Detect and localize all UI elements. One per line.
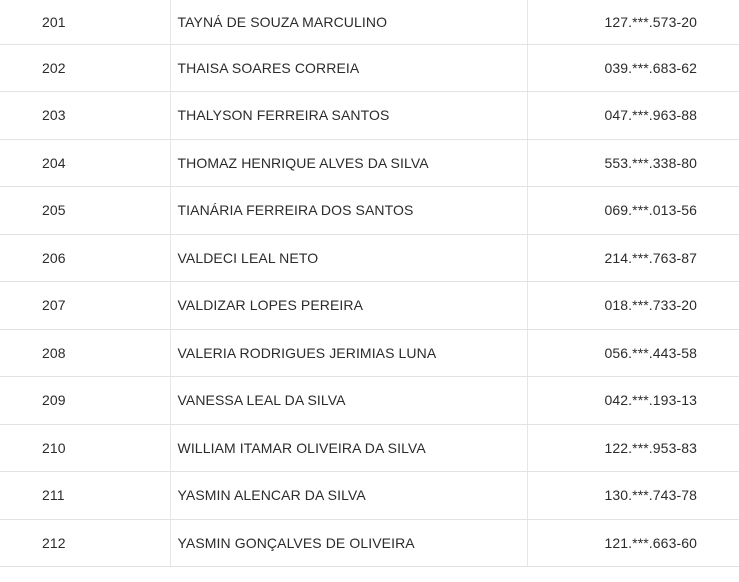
- table-row: [0, 282, 739, 330]
- table-row: [0, 424, 739, 472]
- row-name: TIANÁRIA FERREIRA DOS SANTOS: [170, 187, 527, 235]
- row-name: VALERIA RODRIGUES JERIMIAS LUNA: [170, 329, 527, 377]
- table-row: [0, 234, 739, 282]
- row-name: TAYNÁ DE SOUZA MARCULINO: [170, 0, 527, 44]
- row-name: VANESSA LEAL DA SILVA: [170, 377, 527, 425]
- row-name: VALDIZAR LOPES PEREIRA: [170, 282, 527, 330]
- row-cpf: 069.***.013-56: [527, 187, 739, 235]
- table-row: [0, 472, 739, 520]
- row-cpf: 127.***.573-20: [527, 0, 739, 44]
- table-row: [0, 377, 739, 425]
- row-name: THAISA SOARES CORREIA: [170, 44, 527, 92]
- row-number: 205: [0, 187, 170, 235]
- row-number: 209: [0, 377, 170, 425]
- row-number: 204: [0, 139, 170, 187]
- row-cpf: 056.***.443-58: [527, 329, 739, 377]
- row-name: WILLIAM ITAMAR OLIVEIRA DA SILVA: [170, 424, 527, 472]
- table-row: [0, 0, 739, 44]
- table-row: [0, 187, 739, 235]
- row-name: YASMIN GONÇALVES DE OLIVEIRA: [170, 519, 527, 567]
- table-row: [0, 329, 739, 377]
- row-cpf: 130.***.743-78: [527, 472, 739, 520]
- row-cpf: 553.***.338-80: [527, 139, 739, 187]
- row-number: 207: [0, 282, 170, 330]
- row-name: VALDECI LEAL NETO: [170, 234, 527, 282]
- row-name: THOMAZ HENRIQUE ALVES DA SILVA: [170, 139, 527, 187]
- row-cpf: 121.***.663-60: [527, 519, 739, 567]
- table-row: [0, 44, 739, 92]
- row-number: 212: [0, 519, 170, 567]
- table-row: [0, 139, 739, 187]
- row-number: 203: [0, 92, 170, 140]
- row-cpf: 214.***.763-87: [527, 234, 739, 282]
- row-cpf: 047.***.963-88: [527, 92, 739, 140]
- row-number: 210: [0, 424, 170, 472]
- table-row: [0, 92, 739, 140]
- table-row: [0, 519, 739, 567]
- row-cpf: 018.***.733-20: [527, 282, 739, 330]
- row-number: 211: [0, 472, 170, 520]
- row-name: YASMIN ALENCAR DA SILVA: [170, 472, 527, 520]
- row-number: 208: [0, 329, 170, 377]
- row-cpf: 042.***.193-13: [527, 377, 739, 425]
- row-cpf: 122.***.953-83: [527, 424, 739, 472]
- row-name: THALYSON FERREIRA SANTOS: [170, 92, 527, 140]
- row-number: 206: [0, 234, 170, 282]
- row-number: 202: [0, 44, 170, 92]
- row-number: 201: [0, 0, 170, 44]
- row-cpf: 039.***.683-62: [527, 44, 739, 92]
